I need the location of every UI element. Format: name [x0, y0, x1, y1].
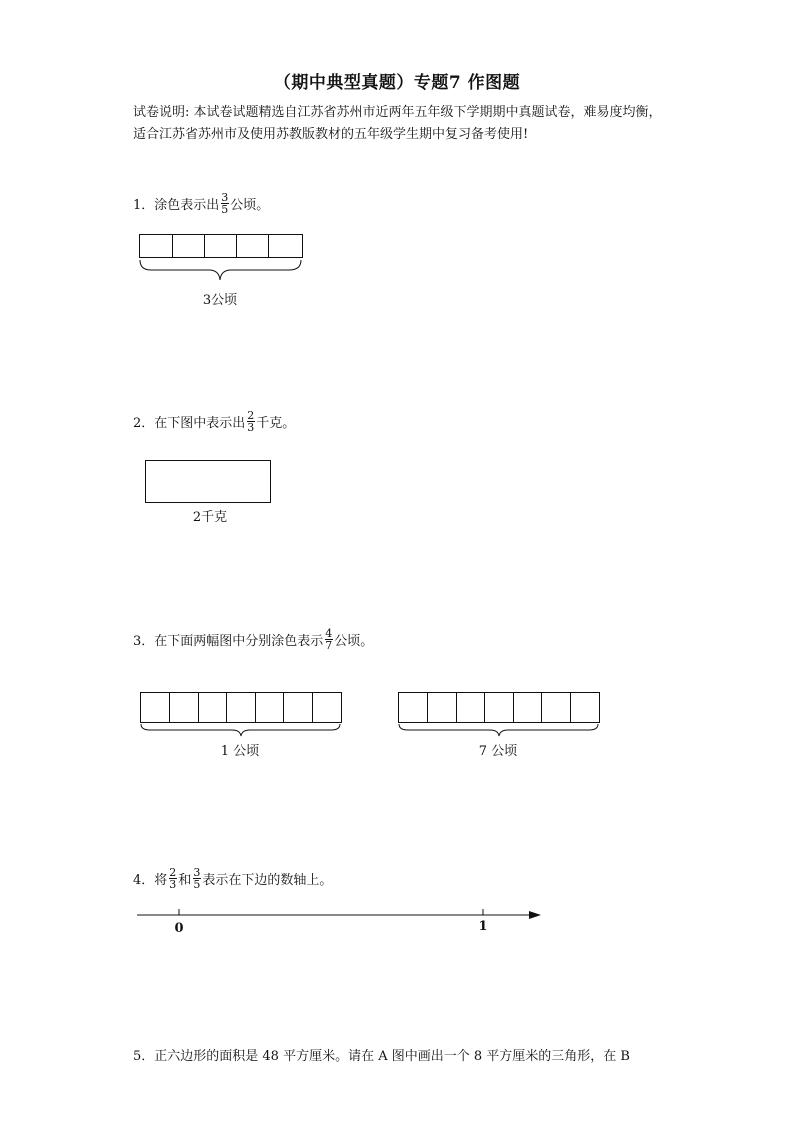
- question-number: 3．: [133, 634, 155, 649]
- q1-brace: [139, 258, 303, 284]
- question-number: 5．: [133, 1049, 155, 1064]
- question-number: 1．: [133, 198, 155, 213]
- q2-label: 2千克: [192, 510, 228, 525]
- denominator: 3: [169, 878, 177, 891]
- numerator: 2: [169, 866, 177, 879]
- numerator: 3: [221, 191, 229, 204]
- question-text: 和: [178, 873, 192, 888]
- denominator: 5: [193, 878, 201, 891]
- q3-box-row-right[interactable]: [398, 692, 600, 723]
- q3-box-row-left[interactable]: [140, 692, 342, 723]
- question-text: 千克。: [256, 416, 296, 431]
- question-1: [133, 192, 269, 215]
- question-text: 公顷。: [230, 198, 270, 213]
- q1-cell[interactable]: [205, 235, 237, 257]
- q1-cell[interactable]: [237, 235, 269, 257]
- q1-box-row[interactable]: [139, 234, 303, 258]
- q3-label-right: 7 公顷: [478, 744, 518, 759]
- q3-right-cell[interactable]: [399, 693, 428, 722]
- question-text: 将: [154, 873, 168, 888]
- q3-left-cell[interactable]: [284, 693, 313, 722]
- q3-right-cell[interactable]: [485, 693, 514, 722]
- fraction: [220, 192, 229, 215]
- q3-left-cell[interactable]: [313, 693, 341, 722]
- fraction: [246, 410, 255, 433]
- q1-cell[interactable]: [269, 235, 302, 257]
- tick-label-one: 1: [478, 919, 488, 934]
- question-text: 公顷。: [334, 634, 374, 649]
- q3-left-cell[interactable]: [141, 693, 170, 722]
- numerator: 2: [247, 409, 255, 422]
- fraction: [324, 628, 333, 651]
- question-text: 正六边形的面积是 48 平方厘米。请在 A 图中画出一个 8 平方厘米的三角形，在 B: [154, 1049, 630, 1064]
- paper-intro: 试卷说明: 本试卷试题精选自江苏省苏州市近两年五年级下学期期中真题试卷，难易度均衡，适合江苏省苏州市及使用苏教版教材的五年级学生期中复习备考使用!: [133, 105, 662, 142]
- fraction-1: [168, 867, 177, 890]
- question-4: [133, 867, 332, 890]
- question-text: 涂色表示出: [154, 198, 220, 213]
- q1-label: 3公顷: [202, 293, 238, 308]
- tick-label-zero: 0: [174, 921, 184, 936]
- q3-right-cell[interactable]: [428, 693, 457, 722]
- question-text: 表示在下边的数轴上。: [202, 873, 333, 888]
- q1-cell[interactable]: [140, 235, 173, 257]
- fraction-2: [192, 867, 201, 890]
- q1-cell[interactable]: [173, 235, 205, 257]
- denominator: 7: [325, 639, 333, 652]
- numerator: 3: [193, 866, 201, 879]
- q3-left-cell[interactable]: [199, 693, 227, 722]
- question-text: 在下图中表示出: [154, 416, 246, 431]
- question-number: 4．: [133, 873, 155, 888]
- denominator: 5: [221, 203, 229, 216]
- q3-label-left: 1 公顷: [220, 744, 260, 759]
- q3-left-cell[interactable]: [170, 693, 199, 722]
- q3-right-cell[interactable]: [571, 693, 599, 722]
- question-2: [133, 410, 295, 433]
- denominator: 3: [247, 421, 255, 434]
- q3-right-cell[interactable]: [514, 693, 542, 722]
- page-title: （期中典型真题）专题7 作图题: [273, 73, 521, 93]
- question-text: 在下面两幅图中分别涂色表示: [154, 634, 324, 649]
- q3-right-cell[interactable]: [542, 693, 571, 722]
- q3-left-cell[interactable]: [227, 693, 256, 722]
- question-5: [133, 1045, 630, 1064]
- q3-brace-right: [398, 723, 600, 741]
- q3-right-cell[interactable]: [457, 693, 485, 722]
- q2-rectangle[interactable]: [145, 460, 271, 503]
- question-3: [133, 628, 373, 651]
- q3-left-cell[interactable]: [256, 693, 284, 722]
- q3-brace-left: [140, 723, 342, 741]
- question-number: 2．: [133, 416, 155, 431]
- numerator: 4: [325, 627, 333, 640]
